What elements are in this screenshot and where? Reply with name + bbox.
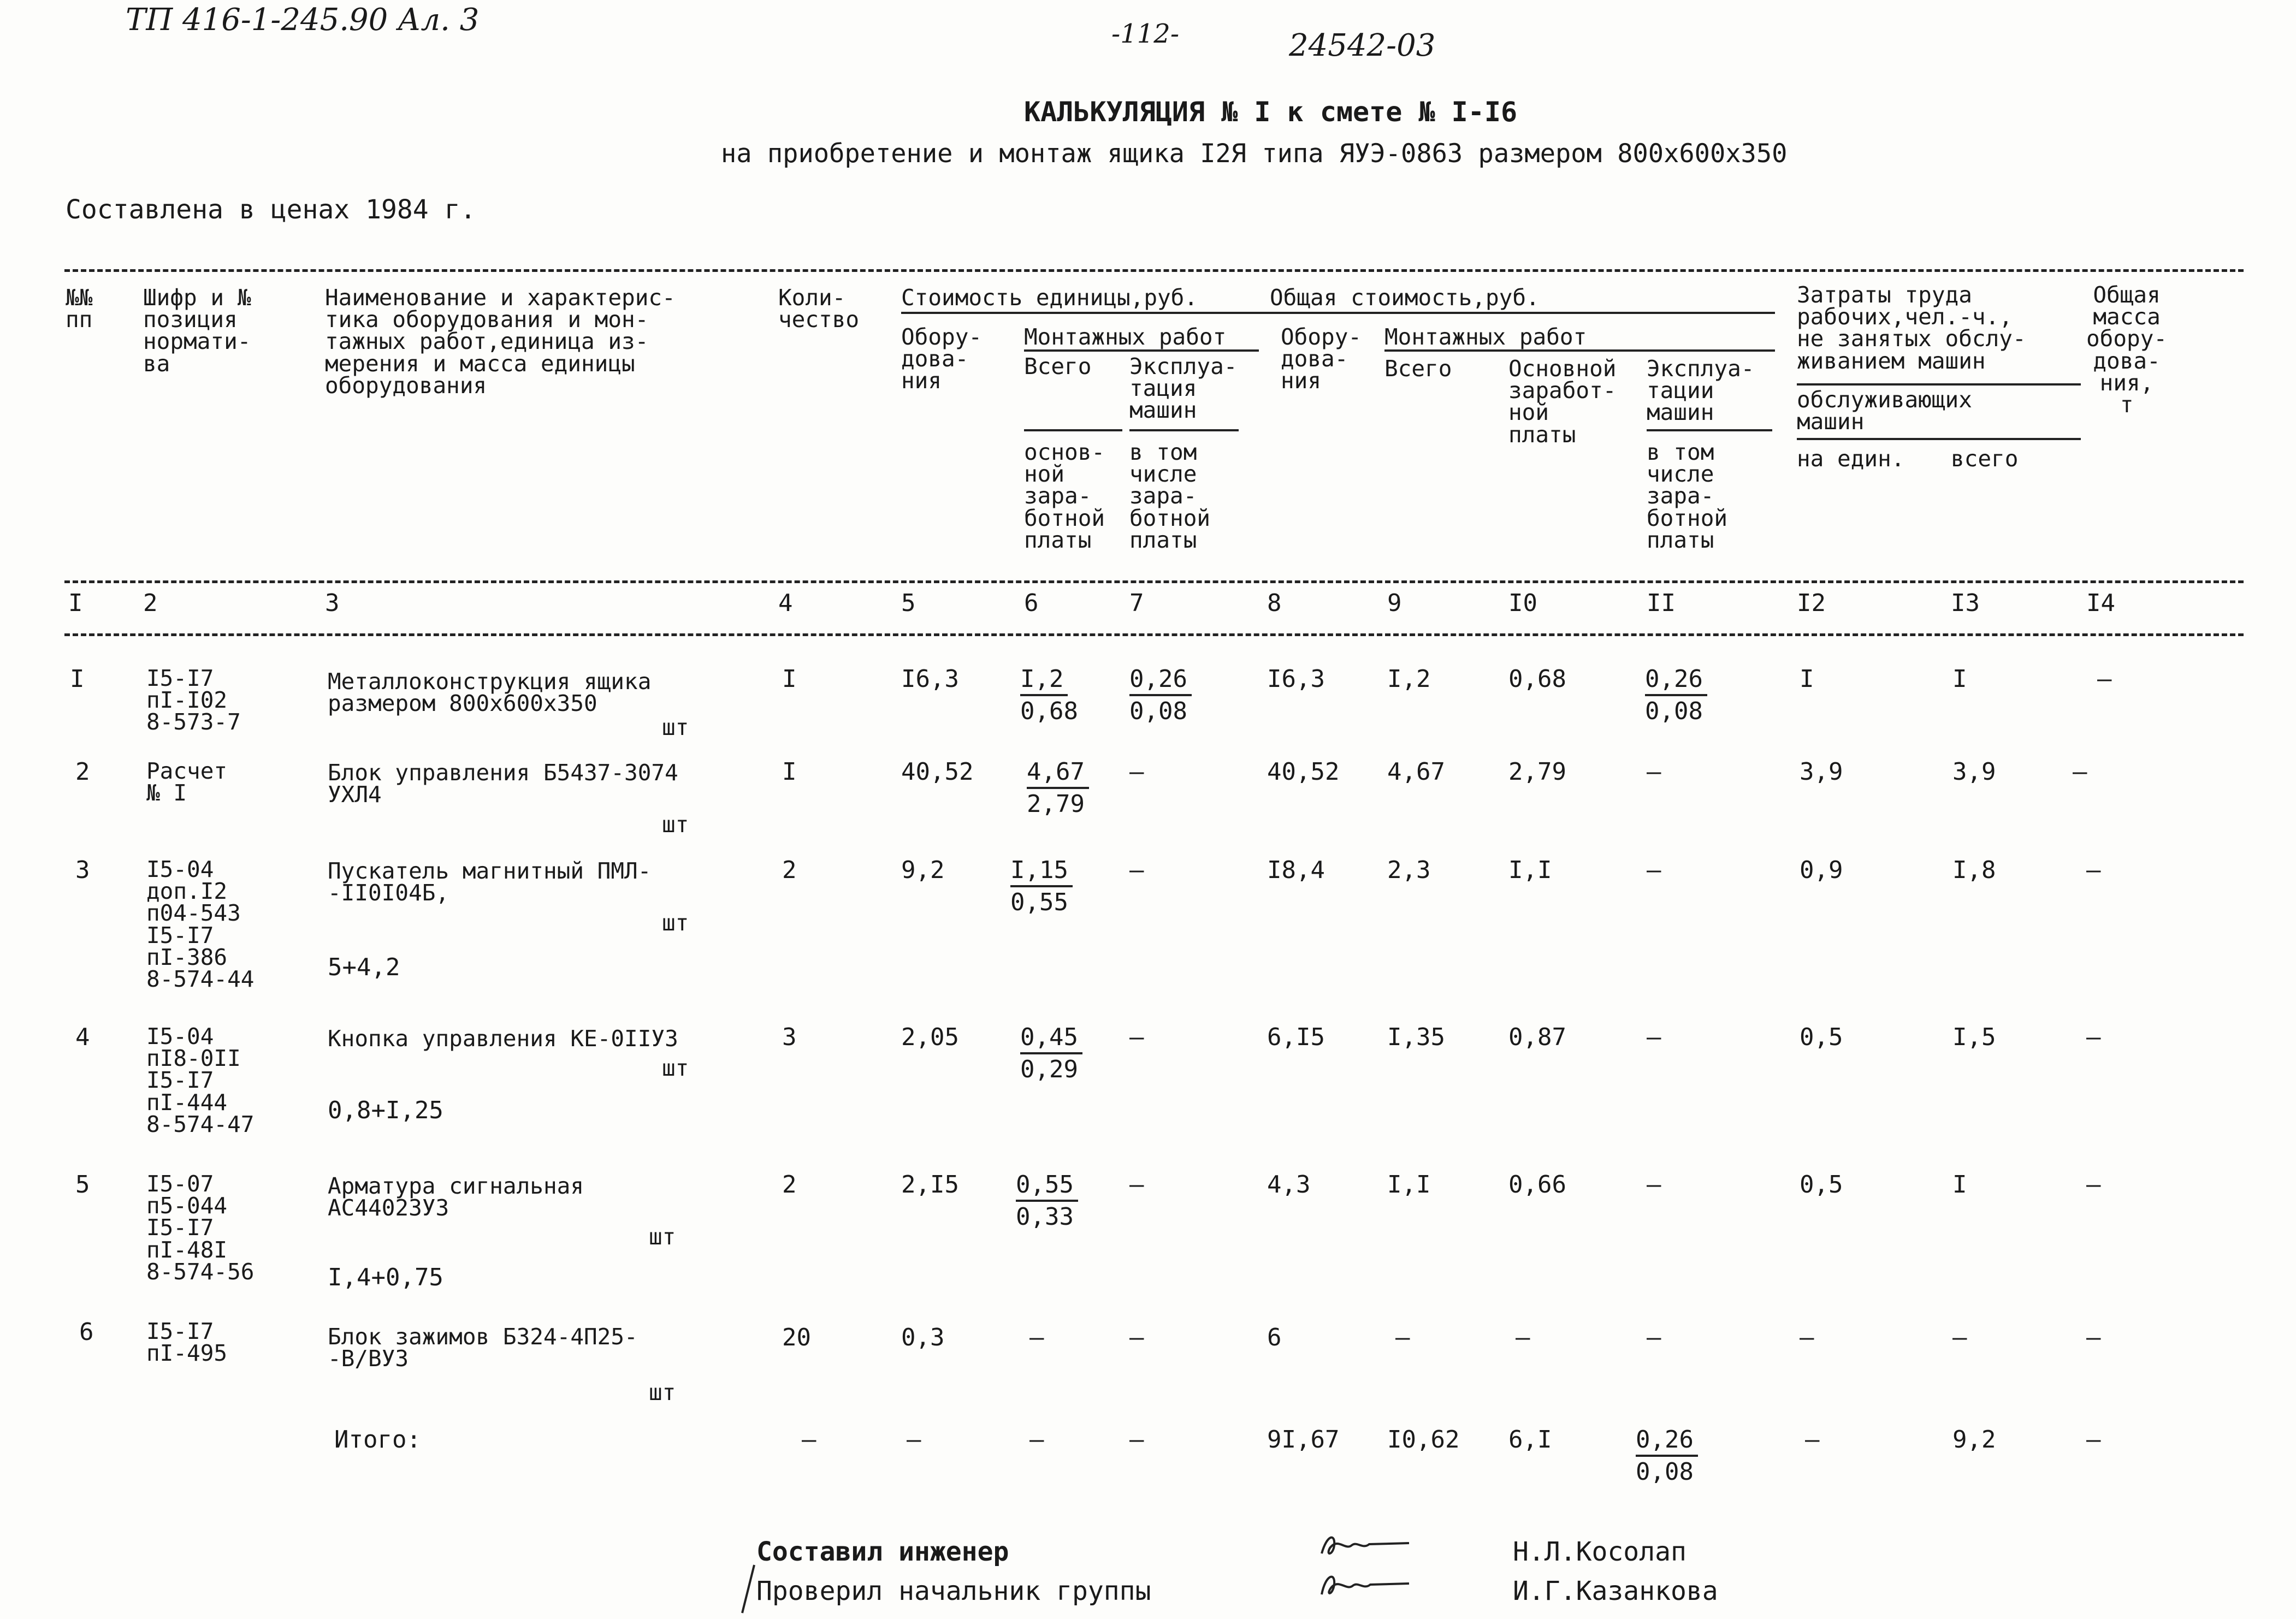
col-number: 3 bbox=[325, 589, 340, 617]
colnum-bottom-rule bbox=[64, 633, 2244, 636]
col-number: I0 bbox=[1508, 589, 1537, 617]
row-qty: 3 bbox=[782, 1023, 797, 1051]
compiled-by-name: Н.Л.Косолап bbox=[1513, 1537, 1687, 1567]
prices-note: Составлена в ценах 1984 г. bbox=[66, 194, 476, 225]
row-unit: шт bbox=[662, 1055, 689, 1081]
row-equipment-total: 40,52 bbox=[1267, 758, 1340, 786]
fraction-top: I,15 bbox=[1010, 858, 1073, 887]
fraction-top: 0,26 bbox=[1636, 1428, 1698, 1457]
row-labor-unit: I bbox=[1800, 665, 1814, 693]
row-number: 5 bbox=[75, 1171, 90, 1199]
row-wage-total: 0,66 bbox=[1508, 1171, 1566, 1199]
row-mount-total: I,I bbox=[1387, 1171, 1431, 1199]
total-wage-total: 6,I bbox=[1508, 1426, 1552, 1454]
total-qty: – bbox=[802, 1426, 816, 1454]
row-unit: шт bbox=[662, 910, 689, 936]
fraction-bottom: 0,33 bbox=[1016, 1202, 1074, 1231]
row-machine-unit: – bbox=[1129, 758, 1144, 786]
row-mount-total-unit: – bbox=[1029, 1324, 1044, 1351]
row-equipment-total: 6 bbox=[1267, 1324, 1282, 1351]
checked-slash bbox=[740, 1563, 756, 1615]
fraction-bottom: 0,55 bbox=[1010, 888, 1068, 916]
row-name: Металлоконструкция ящика размером 800х600х350 bbox=[328, 668, 652, 717]
fraction-bottom: 2,79 bbox=[1027, 790, 1085, 818]
total-equipment-cost: – bbox=[907, 1426, 921, 1454]
header-col-13: всего bbox=[1951, 446, 2019, 472]
row-equipment-cost: 2,05 bbox=[901, 1023, 959, 1051]
header-mont-unit-rule bbox=[1024, 349, 1259, 352]
total-label: Итого: bbox=[334, 1426, 421, 1454]
row-mount-total-unit bbox=[1027, 760, 1089, 817]
row-mass: – bbox=[2073, 758, 2087, 786]
fraction-top: 0,26 bbox=[1645, 667, 1707, 696]
header-mont-unit: Монтажных работ bbox=[1024, 324, 1227, 350]
header-col-14: Общая масса обору- дова- ния, т bbox=[2086, 282, 2168, 418]
row-labor-total: – bbox=[1952, 1324, 1967, 1351]
row-number: 3 bbox=[75, 856, 90, 884]
row-number: I bbox=[70, 665, 85, 693]
total-machine-unit: – bbox=[1129, 1426, 1144, 1454]
header-col-3: Наименование и характерис- тика оборудования и мон- тажных работ,единица из- мерения и масса единицы оборудования bbox=[325, 284, 676, 399]
row-labor-unit: 0,5 bbox=[1800, 1023, 1843, 1051]
header-mont-total: Монтажных работ bbox=[1384, 324, 1587, 350]
row-name: Блок зажимов Б324-4П25- -В/ВУ3 bbox=[328, 1324, 638, 1372]
row-labor-unit: – bbox=[1800, 1324, 1814, 1351]
header-col-6-bottom: основ- ной зара- ботной платы bbox=[1024, 439, 1105, 553]
document-code: 24542-03 bbox=[1289, 28, 1436, 63]
row-labor-total: I bbox=[1952, 1171, 1967, 1199]
col-number: I3 bbox=[1951, 589, 1980, 617]
row-mount-total: I,35 bbox=[1387, 1023, 1445, 1051]
row-mount-total-unit bbox=[1020, 1025, 1082, 1082]
row-equipment-total: 4,3 bbox=[1267, 1171, 1311, 1199]
header-col-11-bottom: в том числе зара- ботной платы bbox=[1647, 439, 1728, 553]
row-number: 6 bbox=[79, 1318, 94, 1346]
checked-by-label: Проверил начальник группы bbox=[756, 1576, 1151, 1606]
row-qty: 20 bbox=[782, 1324, 811, 1351]
row-mass: – bbox=[2086, 1324, 2101, 1351]
header-labor-rule bbox=[1797, 383, 2081, 386]
row-machine-total: – bbox=[1647, 1324, 1661, 1351]
row-mass: – bbox=[2086, 1171, 2101, 1199]
row-equipment-cost: 0,3 bbox=[901, 1324, 945, 1351]
signature-checked bbox=[1319, 1568, 1412, 1601]
header-col-6-top: Всего bbox=[1024, 353, 1092, 379]
total-mass: – bbox=[2086, 1426, 2101, 1454]
row-wage-total: 0,87 bbox=[1508, 1023, 1566, 1051]
header-col-11-top: Эксплуа- тации машин bbox=[1647, 355, 1755, 426]
fraction-bottom: 0,68 bbox=[1020, 697, 1078, 725]
col-number: 2 bbox=[143, 589, 158, 617]
header-col-5: Обору- дова- ния bbox=[901, 324, 983, 394]
row-name: Кнопка управления КЕ-0IIУ3 bbox=[328, 1025, 678, 1052]
total-labor-unit: – bbox=[1805, 1426, 1820, 1454]
fraction-top: 0,55 bbox=[1016, 1173, 1078, 1202]
row-name: Арматура сигнальная АС44023У3 bbox=[328, 1173, 584, 1221]
row-mount-total: I,2 bbox=[1387, 665, 1431, 693]
header-col-6-rule bbox=[1024, 429, 1122, 431]
row-equipment-cost: I6,3 bbox=[901, 665, 959, 693]
col-number: 9 bbox=[1387, 589, 1402, 617]
row-equipment-total: I6,3 bbox=[1267, 665, 1325, 693]
row-mount-total-unit bbox=[1020, 667, 1078, 724]
row-wage-total: – bbox=[1516, 1324, 1530, 1351]
row-mount-total: 4,67 bbox=[1387, 758, 1445, 786]
page-number: -112- bbox=[1111, 19, 1180, 49]
col-number: II bbox=[1647, 589, 1676, 617]
row-extra: 0,8+I,25 bbox=[328, 1096, 443, 1124]
fraction-top: 4,67 bbox=[1027, 760, 1089, 789]
fraction-top: I,2 bbox=[1020, 667, 1068, 696]
row-labor-total: I,5 bbox=[1952, 1023, 1996, 1051]
row-labor-total: I,8 bbox=[1952, 856, 1996, 884]
header-col-10: Основной заработ- ной платы bbox=[1508, 355, 1617, 448]
header-labor-sub-rule bbox=[1797, 438, 2081, 440]
row-equipment-cost: 40,52 bbox=[901, 758, 974, 786]
row-number: 4 bbox=[75, 1023, 90, 1051]
row-mass: – bbox=[2097, 665, 2112, 693]
row-unit: шт bbox=[649, 1224, 676, 1250]
row-qty: I bbox=[782, 758, 797, 786]
row-machine-total bbox=[1645, 667, 1707, 724]
header-total-cost: Общая стоимость,руб. bbox=[1270, 284, 1540, 311]
row-machine-unit: – bbox=[1129, 1023, 1144, 1051]
col-number: 6 bbox=[1024, 589, 1039, 617]
col-number: I bbox=[68, 589, 83, 617]
row-labor-unit: 0,9 bbox=[1800, 856, 1843, 884]
row-code: I5-04 доп.I2 п04-543 I5-I7 пI-386 8-574-44 bbox=[146, 856, 255, 992]
total-machine-total bbox=[1636, 1428, 1698, 1485]
header-col-2: Шифр и № позиция нормати- ва bbox=[143, 284, 251, 377]
row-labor-total: I bbox=[1952, 665, 1967, 693]
header-col-4: Коли- чество bbox=[778, 284, 860, 333]
row-machine-unit: – bbox=[1129, 1324, 1144, 1351]
header-labor-sub: обслуживающих машин bbox=[1797, 387, 1972, 435]
row-mount-total: – bbox=[1395, 1324, 1410, 1351]
row-qty: 2 bbox=[782, 856, 797, 884]
row-unit: шт bbox=[662, 811, 689, 838]
fraction-bottom: 0,08 bbox=[1645, 697, 1703, 725]
header-col-1: №№ пп bbox=[66, 284, 93, 333]
total-mount-total: I0,62 bbox=[1387, 1426, 1460, 1454]
col-number: 5 bbox=[901, 589, 916, 617]
row-wage-total: I,I bbox=[1508, 856, 1552, 884]
fraction-bottom: 0,29 bbox=[1020, 1055, 1078, 1083]
row-mount-total: 2,3 bbox=[1387, 856, 1431, 884]
header-labor: Затраты труда рабочих,чел.-ч., не занятых обслу- живанием машин bbox=[1797, 282, 2026, 374]
row-labor-unit: 0,5 bbox=[1800, 1171, 1843, 1199]
total-mount-unit: – bbox=[1029, 1426, 1044, 1454]
total-equipment-total: 9I,67 bbox=[1267, 1426, 1340, 1454]
row-mass: – bbox=[2086, 856, 2101, 884]
col-number: 8 bbox=[1267, 589, 1282, 617]
row-name: Блок управления Б5437-3074 УХЛ4 bbox=[328, 760, 678, 808]
row-equipment-cost: 2,I5 bbox=[901, 1171, 959, 1199]
fraction-top: 0,26 bbox=[1129, 667, 1192, 696]
header-bottom-rule bbox=[64, 580, 2244, 583]
row-qty: I bbox=[782, 665, 797, 693]
header-top-rule bbox=[64, 269, 2244, 272]
row-machine-total: – bbox=[1647, 1023, 1661, 1051]
fraction-bottom: 0,08 bbox=[1636, 1457, 1694, 1486]
row-extra: 5+4,2 bbox=[328, 953, 400, 981]
row-mount-total-unit bbox=[1016, 1173, 1078, 1230]
row-equipment-total: 6,I5 bbox=[1267, 1023, 1325, 1051]
row-qty: 2 bbox=[782, 1171, 797, 1199]
row-machine-unit: – bbox=[1129, 856, 1144, 884]
row-machine-unit bbox=[1129, 667, 1192, 724]
total-labor-total: 9,2 bbox=[1952, 1426, 1996, 1454]
header-mont-total-rule bbox=[1384, 349, 1775, 352]
row-code: Расчет № I bbox=[146, 758, 228, 806]
row-extra: I,4+0,75 bbox=[328, 1264, 443, 1291]
header-unit-cost: Стоимость единицы,руб. bbox=[901, 284, 1198, 311]
header-col-7-bottom: в том числе зара- ботной платы bbox=[1129, 439, 1211, 553]
row-code: I5-I7 пI-495 bbox=[146, 1318, 228, 1367]
document-reference: ТП 416-1-245.90 Ал. 3 bbox=[126, 2, 480, 38]
row-machine-total: – bbox=[1647, 856, 1661, 884]
row-code: I5-07 п5-044 I5-I7 пI-48I 8-574-56 bbox=[146, 1171, 255, 1285]
row-equipment-total: I8,4 bbox=[1267, 856, 1325, 884]
row-machine-unit: – bbox=[1129, 1171, 1144, 1199]
col-number: 7 bbox=[1129, 589, 1144, 617]
col-number: I4 bbox=[2086, 589, 2115, 617]
header-col-9: Всего bbox=[1384, 355, 1452, 382]
col-number: 4 bbox=[778, 589, 793, 617]
row-mass: – bbox=[2086, 1023, 2101, 1051]
row-machine-total: – bbox=[1647, 1171, 1661, 1199]
row-code: I5-I7 пI-I02 8-573-7 bbox=[146, 665, 241, 736]
fraction-top: 0,45 bbox=[1020, 1025, 1082, 1054]
row-unit: шт bbox=[649, 1379, 676, 1405]
row-labor-total: 3,9 bbox=[1952, 758, 1996, 786]
row-equipment-cost: 9,2 bbox=[901, 856, 945, 884]
row-labor-unit: 3,9 bbox=[1800, 758, 1843, 786]
row-name: Пускатель магнитный ПМЛ- -II0I04Б, bbox=[328, 858, 652, 906]
row-number: 2 bbox=[75, 758, 90, 786]
row-code: I5-04 пI8-0II I5-I7 пI-444 8-574-47 bbox=[146, 1023, 255, 1137]
page-subtitle: на приобретение и монтаж ящика I2Я типа ЯУЭ-0863 размером 800х600х350 bbox=[721, 139, 1788, 169]
header-col-7-top: Эксплуа- тация машин bbox=[1129, 353, 1238, 424]
fraction-bottom: 0,08 bbox=[1129, 697, 1187, 725]
header-col-8: Обору- дова- ния bbox=[1281, 324, 1362, 394]
signature-compiled bbox=[1319, 1529, 1412, 1562]
header-cost-rule bbox=[901, 312, 1775, 314]
row-mount-total-unit bbox=[1010, 858, 1073, 915]
header-col-11-rule bbox=[1647, 429, 1772, 431]
compiled-by-label: Составил инженер bbox=[756, 1537, 1009, 1567]
row-wage-total: 2,79 bbox=[1508, 758, 1566, 786]
page-title: КАЛЬКУЛЯЦИЯ № I к смете № I-I6 bbox=[1024, 96, 1518, 128]
header-col-7-rule bbox=[1129, 429, 1239, 431]
row-wage-total: 0,68 bbox=[1508, 665, 1566, 693]
row-unit: шт bbox=[662, 714, 689, 740]
checked-by-name: И.Г.Казанкова bbox=[1513, 1576, 1718, 1606]
col-number: I2 bbox=[1797, 589, 1826, 617]
header-col-12: на един. bbox=[1797, 446, 1905, 472]
row-machine-total: – bbox=[1647, 758, 1661, 786]
